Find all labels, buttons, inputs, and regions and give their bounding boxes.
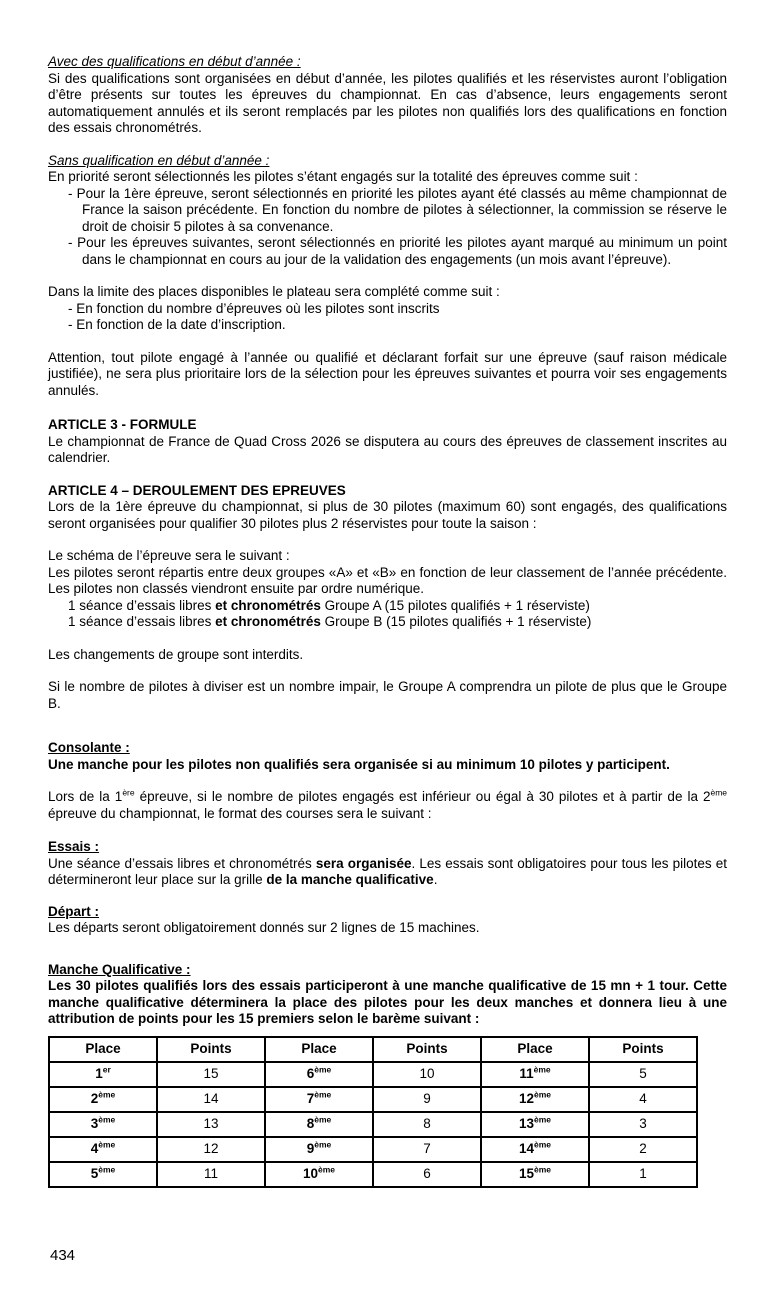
heading-manche-qualificative: Manche Qualificative :: [48, 961, 191, 977]
place-sup: ème: [534, 1164, 552, 1175]
cell-place: [481, 1162, 589, 1187]
seance-a-text: 1 séance d’essais libres: [68, 597, 216, 613]
table-header-row: [49, 1037, 697, 1062]
page-number: 434: [50, 1247, 76, 1264]
seance-a-rest: Groupe A (15 pilotes qualifiés + 1 réserviste): [320, 597, 590, 613]
place-num: 7: [306, 1090, 315, 1106]
place-sup: ème: [98, 1164, 116, 1175]
table-row: [49, 1087, 697, 1112]
cell-points: 8: [373, 1112, 481, 1137]
paragraph-changements: Les changements de groupe sont interdits.: [48, 646, 304, 662]
table-row: [49, 1112, 697, 1137]
place-sup: ème: [318, 1164, 336, 1175]
cell-place: [481, 1087, 589, 1112]
list-item-nombre-epreuves: - En fonction du nombre d’épreuves où les pilotes sont inscrits: [68, 300, 440, 316]
place-num: 6: [306, 1065, 315, 1081]
cell-points: 3: [589, 1112, 697, 1137]
paragraph-attention: Attention, tout pilote engagé à l’année ou qualifié et déclarant forfait sur une épreuve (sauf raison médicale justifiée), ne sera plus prioritaire lors de la sélection pour les épreuves suivantes et pourra voir ses engagements annulés.: [48, 349, 727, 398]
cell-place: [265, 1087, 373, 1112]
essais-text-1: Une séance d’essais libres et chronométrés: [48, 855, 316, 871]
place-sup: ème: [534, 1114, 552, 1125]
cell-place: [49, 1112, 157, 1137]
place-sup: ème: [533, 1064, 551, 1075]
paragraph-avec-qualifications: Si des qualifications sont organisées en début d’année, les pilotes qualifiés et les réservistes auront l’obligation d’être présents sur toutes les épreuves du championnat. En cas d’absence, leurs engagements seront automatiquement annulés et ils seront remplacés par les pilotes non qualifiés lors des qualifications en fonction des essais chronométrés.: [48, 70, 727, 135]
paragraph-nombre-impair: Si le nombre de pilotes à diviser est un nombre impair, le Groupe A comprendra un pilote de plus que le Groupe B.: [48, 679, 727, 711]
place-num: 10: [302, 1165, 318, 1181]
heading-sans-qualification: Sans qualification en début d’année :: [48, 152, 270, 168]
list-item-epreuves-suivantes: - Pour les épreuves suivantes, seront sélectionnés en priorité les pilotes ayant marqué au minimum un point dans le championnat en cours au jour de la validation des engagements (un mois avant l’épreuve).: [68, 235, 727, 267]
place-num: 13: [518, 1115, 534, 1131]
table-row: [49, 1137, 697, 1162]
cell-points: 9: [373, 1087, 481, 1112]
cell-points: 15: [157, 1062, 265, 1087]
bareme-table-head: [49, 1037, 697, 1062]
cell-place: [49, 1162, 157, 1187]
place-sup: ème: [98, 1139, 116, 1150]
cell-points: 13: [157, 1112, 265, 1137]
paragraph-article-4: Lors de la 1ère épreuve du championnat, si plus de 30 pilotes (maximum 60) sont engagés, des qualifications seront organisées pour qualifier 30 pilotes plus 2 réservistes pour toute la saison :: [48, 499, 727, 531]
place-num: 11: [519, 1065, 534, 1081]
essais-text-3: .: [433, 872, 438, 887]
cell-points: 6: [373, 1162, 481, 1187]
place-num: 12: [518, 1090, 534, 1106]
list-item-premiere-epreuve: - Pour la 1ère épreuve, seront sélectionnés en priorité les pilotes ayant été classés au même championnat de France la saison précédente. En fonction du nombre de pilotes à sélectionner, la commission se réserve le droit de choisir 5 pilotes à sa convenance.: [68, 185, 727, 234]
cell-points: 7: [373, 1137, 481, 1162]
place-sup: er: [102, 1064, 111, 1075]
place-sup: ème: [314, 1064, 332, 1075]
heading-essais: Essais :: [48, 839, 100, 854]
header-points-2: Points: [373, 1037, 481, 1062]
seance-b-rest: Groupe B (15 pilotes qualifiés + 1 réserviste): [320, 614, 592, 629]
paragraph-schema-intro: Le schéma de l’épreuve sera le suivant :: [48, 548, 290, 563]
page-content: [48, 54, 727, 1188]
essais-bold-1: sera organisée: [315, 855, 412, 871]
paragraph-plateau-intro: Dans la limite des places disponibles le plateau sera complété comme suit :: [48, 284, 500, 299]
table-row: [49, 1062, 697, 1087]
cell-points: 11: [157, 1162, 265, 1187]
paragraph-manche-qualificative: Les 30 pilotes qualifiés lors des essais participeront à une manche qualificative de 15 mn + 1 tour. Cette manche qualificative déterminera la place des pilotes pour les deux manches et donnera lieu à une attribution de points pour les 15 premiers selon le barème suivant :: [48, 978, 727, 1026]
place-sup: ème: [314, 1139, 332, 1150]
place-num: 1: [95, 1065, 103, 1081]
cell-place: [265, 1162, 373, 1187]
header-points-1: Points: [157, 1037, 265, 1062]
paragraph-lors-premiere-epreuve: [48, 789, 727, 822]
place-sup: ème: [314, 1114, 332, 1125]
heading-avec-qualifications: Avec des qualifications en début d’année :: [48, 54, 301, 69]
place-num: 15: [518, 1165, 534, 1181]
header-place-3: Place: [481, 1037, 589, 1062]
cell-points: 1: [589, 1162, 697, 1187]
place-num: 14: [518, 1140, 534, 1156]
place-sup: ème: [98, 1114, 116, 1125]
place-sup: ème: [534, 1089, 552, 1100]
cell-place: [265, 1062, 373, 1087]
cell-place: [49, 1137, 157, 1162]
paragraph-article-3: Le championnat de France de Quad Cross 2026 se disputera au cours des épreuves de classement inscrites au calendrier.: [48, 433, 727, 465]
lors-sup-ere: ère: [122, 787, 135, 798]
seance-a-bold: et chronométrés: [215, 597, 321, 613]
line-seance-groupe-b: [48, 614, 727, 631]
place-sup: ème: [534, 1139, 552, 1150]
list-item-date-inscription: - En fonction de la date d’inscription.: [68, 317, 286, 332]
place-num: 5: [90, 1165, 99, 1181]
cell-points: 2: [589, 1137, 697, 1162]
cell-points: 5: [589, 1062, 697, 1087]
place-num: 2: [90, 1090, 99, 1106]
place-num: 3: [90, 1115, 99, 1131]
cell-points: 10: [373, 1062, 481, 1087]
cell-place: [481, 1112, 589, 1137]
lors-text-1: Lors de la 1: [48, 789, 123, 804]
paragraph-consolante: Une manche pour les pilotes non qualifiés sera organisée si au minimum 10 pilotes y participent.: [48, 756, 670, 772]
essais-bold-2: de la manche qualificative: [266, 872, 434, 887]
essais-text-2: . Les essais sont obligatoires pour tous les pilotes et détermineront leur place sur la grille: [48, 855, 727, 887]
seance-b-text: 1 séance d’essais libres: [68, 614, 216, 629]
heading-article-3: ARTICLE 3 - FORMULE: [48, 417, 197, 432]
seance-b-bold: et chronométrés: [215, 614, 321, 629]
header-place-1: Place: [49, 1037, 157, 1062]
cell-place: [481, 1062, 589, 1087]
paragraph-depart: Les départs seront obligatoirement donnés sur 2 lignes de 15 machines.: [48, 920, 480, 935]
lors-text-2: épreuve, si le nombre de pilotes engagés est inférieur ou égal à 30 pilotes et à partir de la 2: [134, 789, 711, 804]
heading-depart: Départ :: [48, 903, 100, 919]
heading-consolante: Consolante :: [48, 740, 130, 755]
place-num: 9: [306, 1140, 315, 1156]
header-points-3: Points: [589, 1037, 697, 1062]
cell-points: 4: [589, 1087, 697, 1112]
cell-place: [49, 1062, 157, 1087]
bareme-table-body: [49, 1062, 697, 1187]
heading-article-4: ARTICLE 4 – DEROULEMENT DES EPREUVES: [48, 482, 346, 498]
header-place-2: Place: [265, 1037, 373, 1062]
line-seance-groupe-a: [48, 598, 727, 615]
cell-place: [49, 1087, 157, 1112]
place-sup: ème: [98, 1089, 116, 1100]
cell-place: [265, 1137, 373, 1162]
cell-place: [481, 1137, 589, 1162]
cell-place: [265, 1112, 373, 1137]
cell-points: 14: [157, 1087, 265, 1112]
place-num: 8: [306, 1115, 315, 1131]
bareme-points-table: [48, 1036, 698, 1188]
cell-points: 12: [157, 1137, 265, 1162]
paragraph-schema-body: Les pilotes seront répartis entre deux groupes «A» et «B» en fonction de leur classement de l’année précédente. Les pilotes non classés viendront ensuite par ordre numérique.: [48, 564, 727, 596]
paragraph-essais: [48, 856, 727, 889]
lors-sup-eme: ème: [710, 787, 728, 798]
lors-text-3: épreuve du championnat, le format des courses sera le suivant :: [48, 805, 432, 821]
place-sup: ème: [314, 1089, 332, 1100]
place-num: 4: [90, 1140, 99, 1156]
paragraph-sans-qualification-intro: En priorité seront sélectionnés les pilotes s’étant engagés sur la totalité des épreuves comme suit :: [48, 169, 638, 184]
table-row: [49, 1162, 697, 1187]
